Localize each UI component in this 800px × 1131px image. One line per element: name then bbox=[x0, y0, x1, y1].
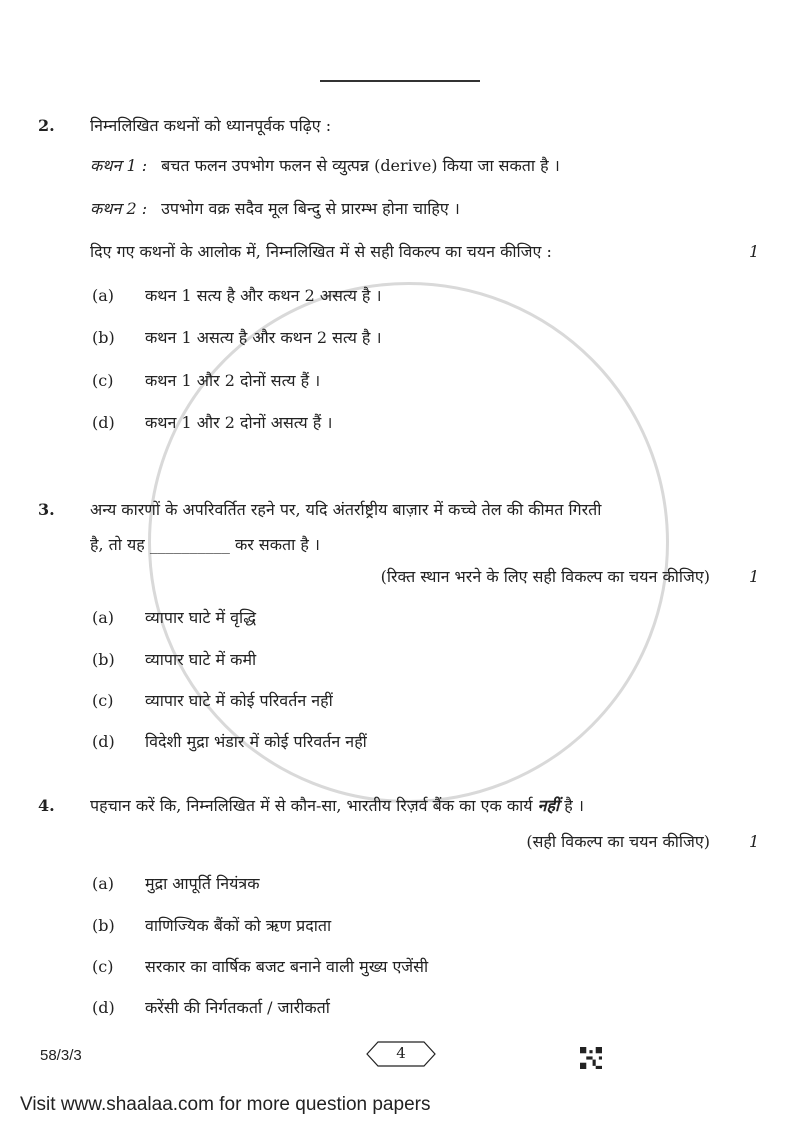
statement-row bbox=[90, 199, 460, 219]
statement-row bbox=[90, 156, 560, 176]
option-label: (c) bbox=[92, 957, 114, 976]
question-instruction: दिए गए कथनों के आलोक में, निम्नलिखित में से सही विकल्प का चयन कीजिए : bbox=[90, 242, 552, 261]
question-number: 2. bbox=[38, 116, 55, 135]
top-divider bbox=[320, 80, 480, 82]
option-text: कथन 1 और 2 दोनों सत्य हैं । bbox=[145, 371, 321, 390]
option-label: (d) bbox=[92, 413, 115, 432]
option-text: सरकार का वार्षिक बजट बनाने वाली मुख्य एजेंसी bbox=[145, 957, 429, 976]
marks: 1 bbox=[749, 832, 760, 851]
option-label: (a) bbox=[92, 874, 115, 893]
option-text: विदेशी मुद्रा भंडार में कोई परिवर्तन नहीं bbox=[145, 732, 367, 751]
statement-text: उपभोग वक्र सदैव मूल बिन्दु से प्रारम्भ होना चाहिए । bbox=[161, 199, 460, 218]
question-text-main: पहचान करें कि, निम्नलिखित में से कौन-सा, भारतीय रिज़र्व बैंक का एक कार्य bbox=[90, 796, 533, 815]
statement-label: कथन 1 : bbox=[90, 156, 148, 175]
option-label: (d) bbox=[92, 732, 115, 751]
question-number: 3. bbox=[38, 500, 55, 519]
statement-label: कथन 2 : bbox=[90, 199, 148, 218]
page-number: 4 bbox=[396, 1044, 406, 1062]
page-number-badge bbox=[366, 1040, 436, 1068]
option-label: (c) bbox=[92, 691, 114, 710]
option-label: (d) bbox=[92, 998, 115, 1017]
option-label: (a) bbox=[92, 608, 115, 627]
question-text: है, तो यह __________ कर सकता है । bbox=[90, 535, 320, 554]
option-text: कथन 1 सत्य है और कथन 2 असत्य है । bbox=[145, 286, 382, 305]
option-text: करेंसी की निर्गतकर्ता / जारीकर्ता bbox=[145, 998, 330, 1017]
footer-visit-link[interactable]: Visit www.shaalaa.com for more question papers bbox=[20, 1094, 431, 1115]
option-text: व्यापार घाटे में कमी bbox=[145, 650, 257, 669]
option-label: (b) bbox=[92, 916, 115, 935]
qr-code-icon bbox=[580, 1047, 602, 1069]
option-text: मुद्रा आपूर्ति नियंत्रक bbox=[145, 874, 260, 893]
question-text: अन्य कारणों के अपरिवर्तित रहने पर, यदि अंतर्राष्ट्रीय बाज़ार में कच्चे तेल की कीमत गिरती bbox=[90, 500, 602, 519]
question-text-end: है । bbox=[564, 796, 584, 815]
option-text: कथन 1 असत्य है और कथन 2 सत्य है । bbox=[145, 328, 382, 347]
option-text: कथन 1 और 2 दोनों असत्य हैं । bbox=[145, 413, 333, 432]
question-text bbox=[90, 796, 584, 816]
option-label: (b) bbox=[92, 650, 115, 669]
question-instruction: (सही विकल्प का चयन कीजिए) bbox=[526, 832, 710, 851]
marks: 1 bbox=[749, 242, 760, 261]
option-label: (a) bbox=[92, 286, 115, 305]
option-text: वाणिज्यिक बैंकों को ऋण प्रदाता bbox=[145, 916, 332, 935]
option-text: व्यापार घाटे में कोई परिवर्तन नहीं bbox=[145, 691, 333, 710]
option-text: व्यापार घाटे में वृद्धि bbox=[145, 608, 256, 627]
emphasis-text: नहीं bbox=[537, 796, 560, 815]
marks: 1 bbox=[749, 567, 760, 586]
paper-code: 58/3/3 bbox=[40, 1047, 82, 1064]
question-number: 4. bbox=[38, 796, 55, 815]
option-label: (b) bbox=[92, 328, 115, 347]
statement-text: बचत फलन उपभोग फलन से व्युत्पन्न (derive) किया जा सकता है । bbox=[161, 156, 560, 175]
question-instruction: (रिक्त स्थान भरने के लिए सही विकल्प का चयन कीजिए) bbox=[380, 567, 710, 586]
question-text: निम्नलिखित कथनों को ध्यानपूर्वक पढ़िए : bbox=[90, 116, 332, 135]
option-label: (c) bbox=[92, 371, 114, 390]
